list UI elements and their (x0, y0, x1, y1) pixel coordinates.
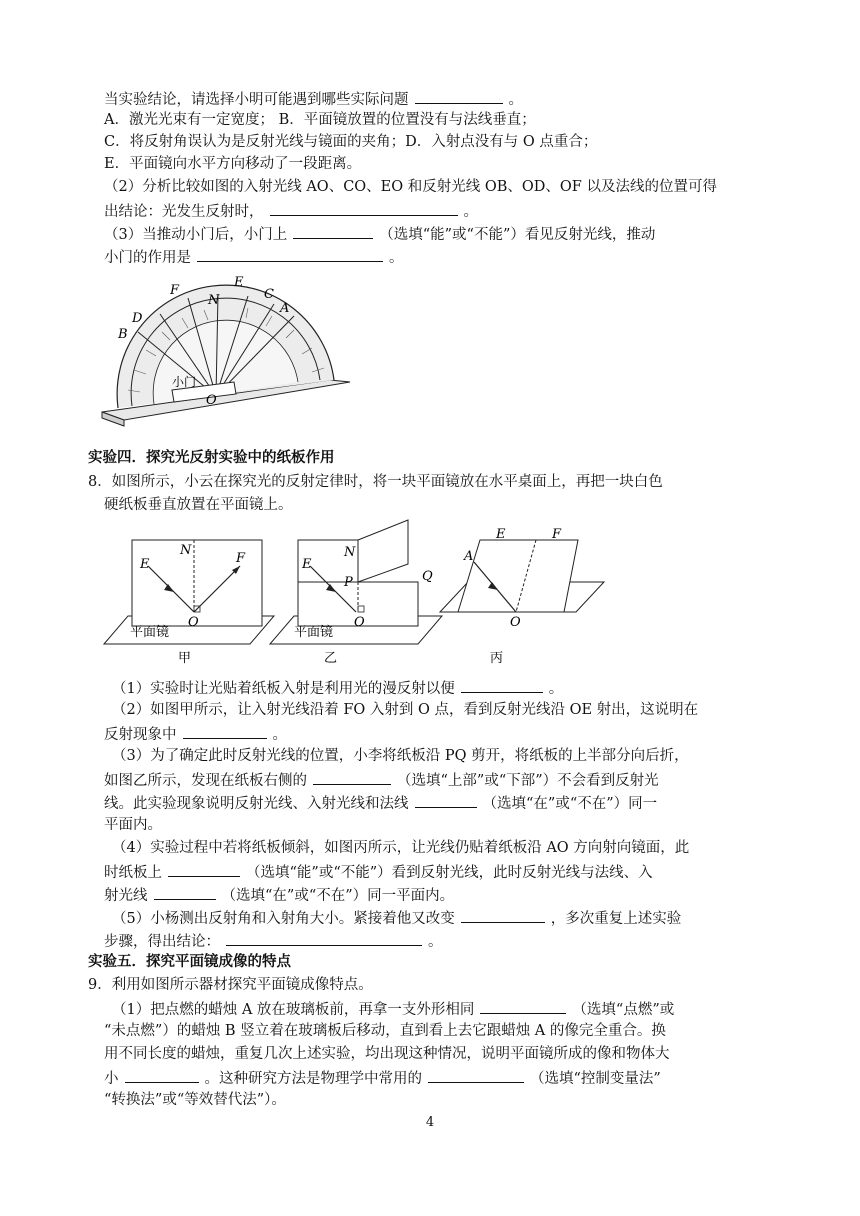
jia-label-o: O (188, 615, 199, 630)
label-o: O (206, 393, 217, 408)
bing-caption: 丙 (490, 651, 504, 666)
jia-label-e: E (140, 557, 150, 572)
q8-part3-text: 如图乙所示，发现在纸板右侧的 (104, 773, 307, 789)
figure-bing (436, 526, 608, 668)
punct: 。 (463, 204, 478, 220)
q8-part3-hint2: （选填“在”或“不在”）同一 (482, 796, 658, 812)
q8-part1 (112, 677, 563, 699)
q8-part3-hint: （选填“上部”或“下部”）不会看到反射光 (397, 773, 659, 789)
punct: 。 (548, 681, 564, 697)
q9-part1-line1 (112, 998, 674, 1020)
label-n: N (208, 293, 220, 308)
label-f: F (170, 283, 180, 298)
label-d: D (132, 311, 143, 326)
q8-part5-line2 (104, 930, 443, 952)
bing-label-a: A (464, 549, 474, 564)
q8-part4-hint: （选填“能”或“不能”）看到反射光线，此时反射光线与法线、入 (246, 865, 653, 881)
q7-line1-text: 当实验结论，请选择小明可能遇到哪些实际问题 (104, 92, 409, 108)
yi-label-q: Q (422, 569, 433, 584)
exp5-heading: 实验五．探究平面镜成像的特点 (88, 954, 291, 970)
yi-label-p: P (344, 575, 353, 590)
yi-label-e: E (302, 557, 312, 572)
q9-part1-hint2: （选填“控制变量法” (530, 1071, 661, 1087)
punct: 。 (428, 934, 443, 950)
q7-part3-text2: 小门的作用是 (104, 250, 191, 266)
q8-part3-line1: （3）为了确定此时反射光线的位置，小李将纸板沿 PQ 剪开，将纸板的上半部分向后折， (112, 748, 689, 764)
q8-part5-line1 (112, 907, 681, 929)
answer-blank[interactable] (461, 677, 543, 693)
q8-line1: 8．如图所示，小云在探究光的反射定律时，将一块平面镜放在水平桌面上，再把一块白色 (88, 474, 663, 490)
q7-options-ab: A．激光光束有一定宽度； B．平面镜放置的位置没有与法线垂直； (104, 112, 536, 128)
q7-part3-line2 (104, 246, 404, 268)
q9-part1-line4 (104, 1067, 661, 1089)
label-a: A (280, 301, 290, 316)
exp4-heading: 实验四．探究光反射实验中的纸板作用 (88, 450, 335, 466)
q8-part4-line3 (104, 884, 454, 906)
answer-blank[interactable] (415, 88, 503, 104)
q8-part4-line2 (104, 861, 653, 883)
q9-part1-text3: 。这种研究方法是物理学中常用的 (204, 1071, 422, 1087)
bing-label-e: E (496, 527, 506, 542)
q7-part2-text: 出结论：光发生反射时， (104, 204, 264, 220)
q8-part3-text2: 线。此实验现象说明反射光线、入射光线和法线 (104, 796, 409, 812)
q8-part3-line2 (104, 769, 659, 791)
answer-blank[interactable] (270, 200, 458, 216)
q9-part1-text2: 小 (104, 1071, 119, 1087)
punct: 。 (272, 727, 287, 743)
q8-part5-text3: 步骤，得出结论： (104, 934, 220, 950)
q8-part4-text: 时纸板上 (104, 865, 162, 881)
q7-part2-line1: （2）分析比较如图的入射光线 AO、CO、EO 和反射光线 OB、OD、OF 以及法线的位置可得 (104, 179, 717, 195)
q8-part3-line3 (104, 792, 657, 814)
q8-part5-text2: ，多次重复上述实验 (550, 911, 682, 927)
figure-yi (266, 516, 448, 668)
q8-part4-line1: （4）实验过程中若将纸板倾斜，如图丙所示，让光线仍贴着纸板沿 AO 方向射向镜面，此 (112, 840, 690, 856)
q8-part2-text: 反射现象中 (104, 727, 177, 743)
label-e: E (234, 275, 244, 290)
q8-part2-line2 (104, 723, 287, 745)
q7-part3-hint: （选填“能”或“不能”）看见反射光线，推动 (379, 227, 656, 243)
q7-option-e: E．平面镜向水平方向移动了一段距离。 (104, 156, 362, 172)
page-number: 4 (425, 1115, 435, 1130)
label-c: C (264, 287, 274, 302)
jia-label-n: N (180, 543, 192, 558)
q7-line1 (104, 88, 523, 110)
q9-part1-line5: “转换法”或“等效替代法”）。 (104, 1092, 286, 1108)
yi-caption: 乙 (324, 651, 338, 666)
answer-blank[interactable] (125, 1067, 199, 1083)
answer-blank[interactable] (428, 1067, 524, 1083)
q9-part1-hint: （选填“点燃”或 (572, 1002, 675, 1018)
q8-part5-text: （5）小杨测出反射角和入射角大小。紧接着他又改变 (112, 911, 455, 927)
answer-blank[interactable] (168, 861, 240, 877)
bing-label-f: F (552, 527, 562, 542)
q8-part1-text: （1）实验时让光贴着纸板入射是利用光的漫反射以便 (112, 681, 455, 697)
yi-label-n: N (344, 545, 356, 560)
q8-line2: 硬纸板垂直放置在平面镜上。 (104, 497, 293, 513)
label-b: B (118, 327, 128, 342)
q7-options-cd: C．将反射角误认为是反射光线与镜面的夹角；D．入射点没有与 O 点重合； (104, 134, 598, 150)
answer-blank[interactable] (480, 998, 566, 1014)
label-small-door: 小门 (172, 375, 197, 389)
q8-part3-line4: 平面内。 (104, 817, 162, 833)
q9-part1-line3: 用不同长度的蜡烛，重复几次上述实验，均出现这种情况，说明平面镜所成的像和物体大 (104, 1046, 670, 1062)
q8-part4-hint2: （选填“在”或“不在”）同一平面内。 (221, 888, 455, 904)
answer-blank[interactable] (313, 769, 391, 785)
yi-mirror-label: 平面镜 (294, 625, 334, 640)
q7-part2-line2 (104, 200, 478, 222)
q8-part2-line1: （2）如图甲所示，让入射光线沿着 FO 入射到 O 点，看到反射光线沿 OE 射出，这说明在 (112, 702, 699, 718)
answer-blank[interactable] (154, 884, 216, 900)
answer-blank[interactable] (197, 246, 383, 262)
q9-part1-line2: “未点燃”）的蜡烛 B 竖立着在玻璃板后移动，直到看上去它跟蜡烛 A 的像完全重合。换 (104, 1023, 666, 1039)
answer-blank[interactable] (293, 223, 373, 239)
q8-part4-text2: 射光线 (104, 888, 148, 904)
answer-blank[interactable] (226, 930, 422, 946)
answer-blank[interactable] (183, 723, 267, 739)
bing-label-o: O (510, 615, 521, 630)
q7-part3-line1 (104, 223, 655, 245)
q9-line1: 9．利用如图所示器材探究平面镜成像特点。 (88, 977, 373, 993)
jia-label-f: F (236, 551, 246, 566)
punct: 。 (508, 92, 523, 108)
answer-blank[interactable] (415, 792, 477, 808)
q9-part1-text: （1）把点燃的蜡烛 A 放在玻璃板前，再拿一支外形相同 (112, 1002, 475, 1018)
figure-jia (100, 526, 278, 668)
q7-part3-text: （3）当推动小门后，小门上 (104, 227, 288, 243)
yi-label-o: O (354, 615, 365, 630)
answer-blank[interactable] (461, 907, 545, 923)
jia-caption: 甲 (178, 651, 192, 666)
jia-mirror-label: 平面镜 (130, 625, 170, 640)
q7-protractor-figure (98, 270, 358, 428)
punct: 。 (389, 250, 404, 266)
